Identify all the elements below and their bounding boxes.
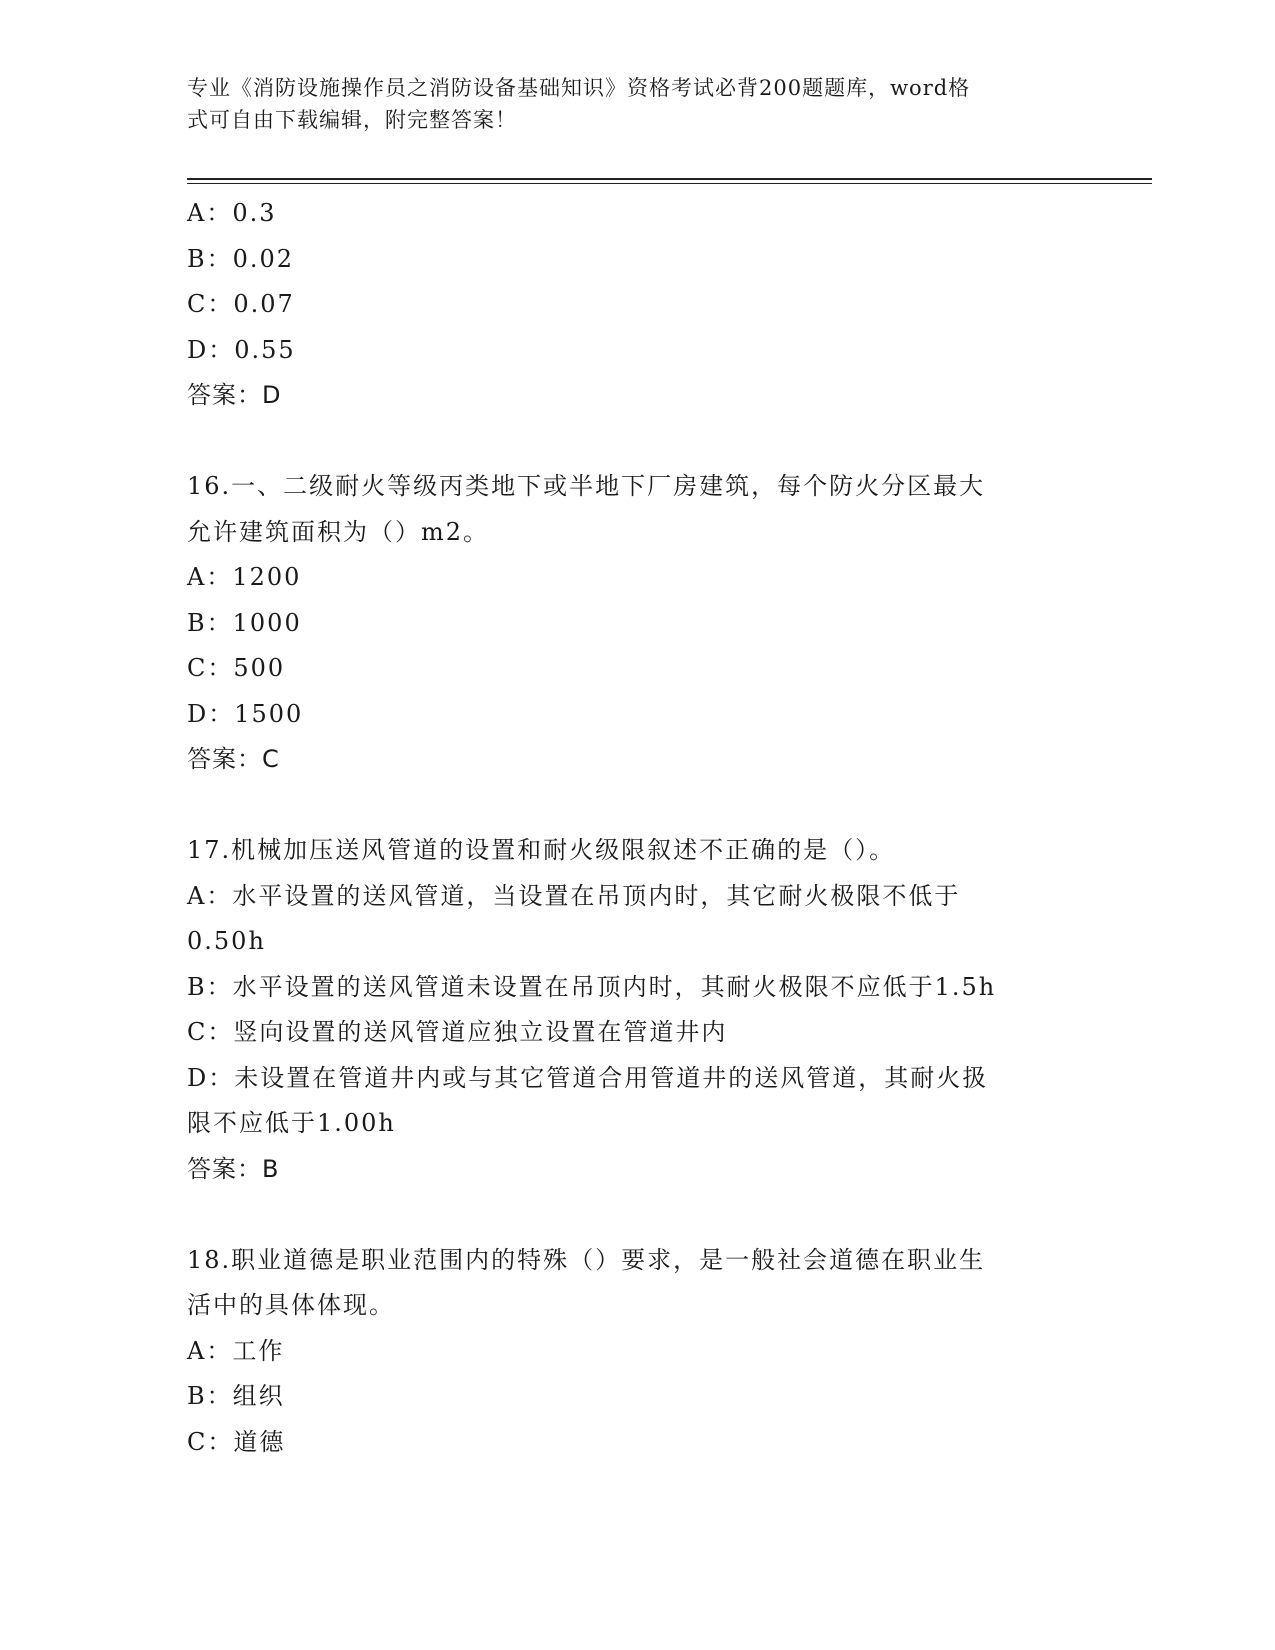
- answer: 答案：B: [187, 1154, 280, 1183]
- option-b: B：组织: [187, 1382, 285, 1410]
- document-header: [187, 72, 1067, 136]
- question-list: [187, 191, 1087, 1465]
- question-stem-cont: 活中的具体体现。: [187, 1291, 395, 1319]
- option-d: D：未设置在管道井内或与其它管道合用管道井的送风管道，其耐火扱: [187, 1063, 989, 1092]
- spacer: [187, 419, 1087, 465]
- question-stem-cont: 允许建筑面积为（）m2。: [187, 517, 490, 546]
- question-16: [187, 464, 1087, 783]
- option-a: A：水平设置的送风管道，当设置在吊顶内时，其它耐火极限不低于: [187, 881, 961, 910]
- option-b: B：水平设置的送风管道未设置在吊顶内时，其耐火极限不应低于1.5h: [187, 972, 997, 1001]
- option-a: A：1200: [187, 563, 302, 591]
- header-divider-thin: [187, 183, 1152, 184]
- answer: 答案：C: [187, 745, 280, 773]
- option-c: C：0.07: [187, 290, 295, 318]
- question-stem: 18.职业道德是职业范围内的特殊（）要求，是一般社会道德在职业生: [187, 1245, 986, 1274]
- header-line-2: 式可自由下载编辑，附完整答案！: [187, 108, 517, 132]
- option-c: C：竖向设置的送风管道应独立设置在管道井内: [187, 1018, 728, 1046]
- option-a: A：工作: [187, 1336, 285, 1365]
- header-divider: [187, 178, 1152, 180]
- spacer: [187, 1192, 1087, 1238]
- question-15: [187, 191, 1087, 419]
- question-18: [187, 1238, 1087, 1466]
- question-stem: 17.机械加压送风管道的设置和耐火级限叙述不正确的是（）。: [187, 836, 896, 864]
- option-a: A：0.3: [187, 199, 277, 227]
- spacer: [187, 783, 1087, 829]
- option-d: D：0.55: [187, 335, 296, 364]
- question-17: [187, 828, 1087, 1192]
- option-a-cont: 0.50h: [187, 927, 266, 955]
- option-b: B：0.02: [187, 244, 295, 273]
- header-line-1: 专业《消防设施操作员之消防设备基础知识》资格考试必背200题题库，word格: [187, 76, 971, 100]
- answer: 答案：D: [187, 381, 282, 409]
- option-b: B：1000: [187, 608, 302, 637]
- option-c: C：500: [187, 654, 286, 682]
- question-stem: 16.一、二级耐火等级丙类地下或半地下厂房建筑，每个防火分区最大: [187, 472, 986, 500]
- option-c: C：道德: [187, 1427, 286, 1456]
- option-d-cont: 限不应低于1.00h: [187, 1109, 396, 1137]
- option-d: D：1500: [187, 699, 304, 728]
